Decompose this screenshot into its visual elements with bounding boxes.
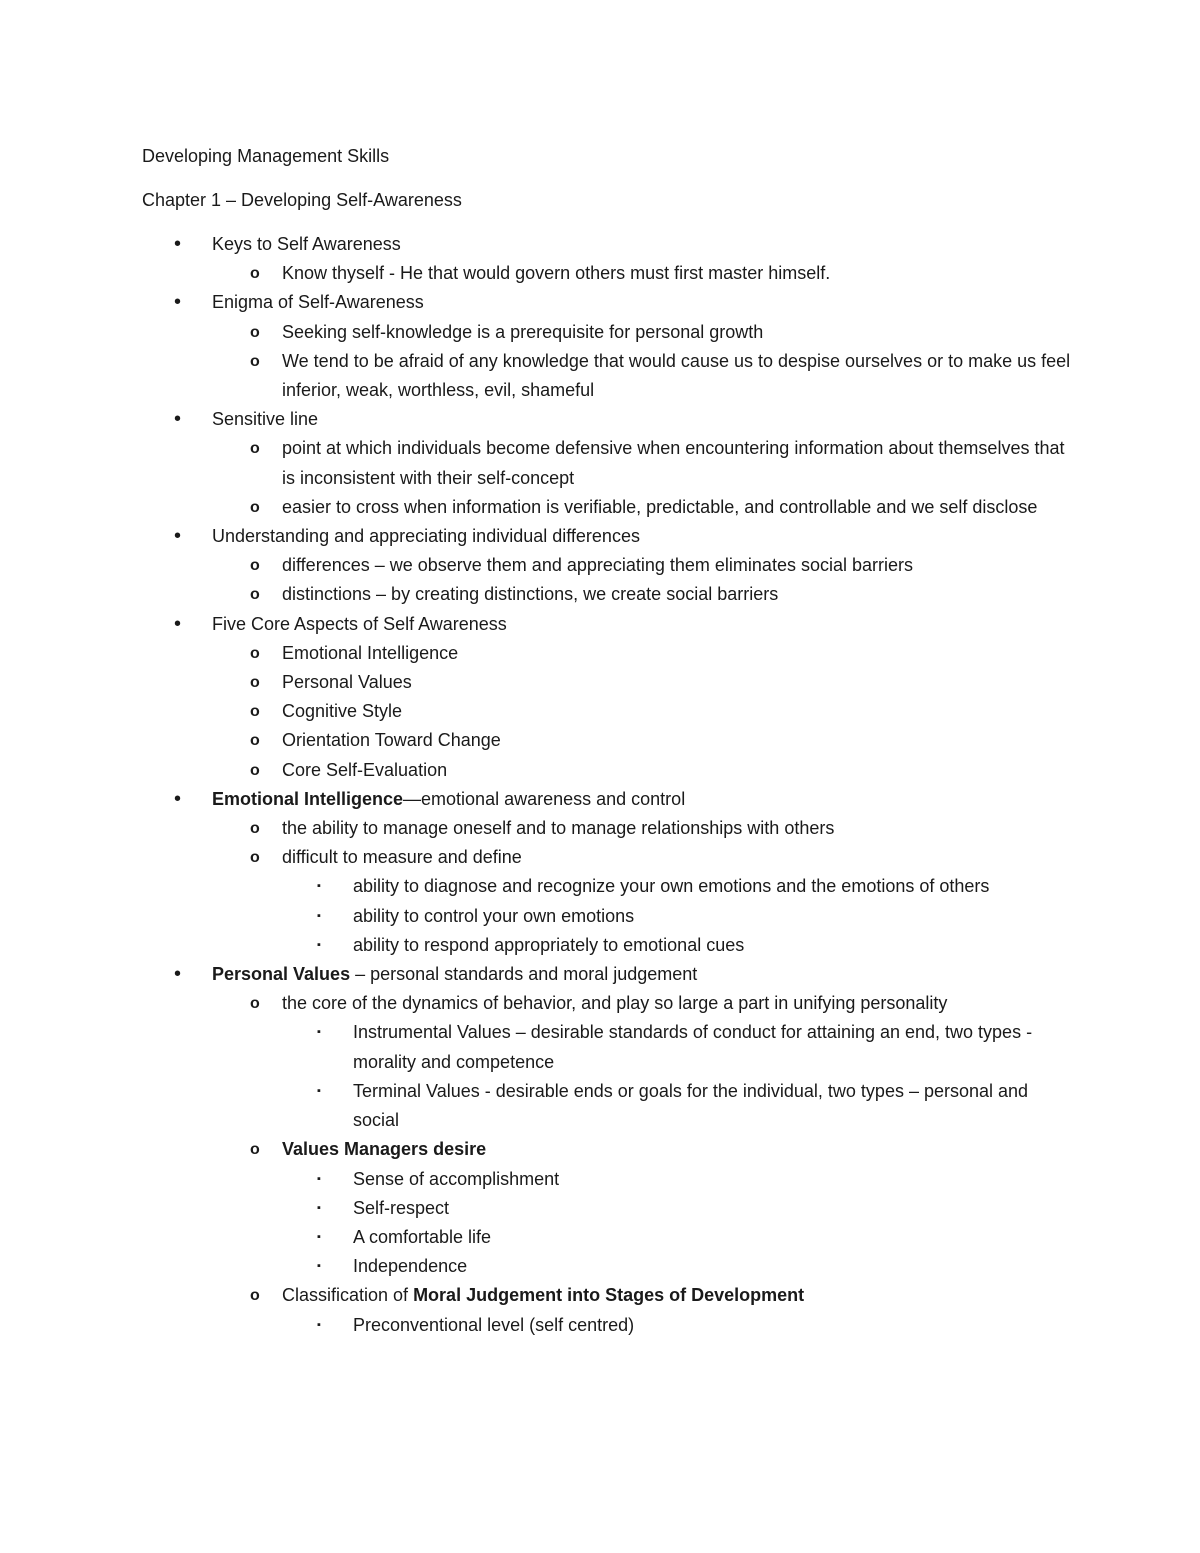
- outline-item-text: [212, 230, 1092, 259]
- outline-item-level-1: [0, 785, 1200, 814]
- text-run: —emotional awareness and control: [403, 788, 686, 809]
- outline-item-text: [353, 902, 1073, 931]
- outline-item-text: [282, 814, 1072, 843]
- circle-bullet-icon: o: [250, 440, 260, 458]
- text-run: Seeking self-knowledge is a prerequisite for personal growth: [282, 321, 764, 342]
- text-run: – personal standards and moral judgement: [350, 964, 698, 985]
- outline-item-text: [282, 551, 1072, 580]
- circle-bullet-icon: o: [250, 732, 260, 750]
- outline-list: [0, 230, 1200, 1340]
- circle-bullet-icon: o: [250, 352, 260, 370]
- outline-item-text: [353, 872, 1073, 901]
- outline-item-level-2: [0, 259, 1200, 288]
- text-run: We tend to be afraid of any knowledge that would cause us to despise ourselves or to make us feel inferior, weak, worthless, evil, shameful: [282, 350, 1071, 401]
- outline-item-text: [212, 785, 1092, 814]
- text-run: Five Core Aspects of Self Awareness: [212, 613, 507, 634]
- circle-bullet-icon: o: [250, 586, 260, 604]
- outline-item-text: [212, 405, 1092, 434]
- outline-item-level-3: [0, 1252, 1200, 1281]
- outline-item-text: [282, 639, 1072, 668]
- outline-item-text: [282, 668, 1072, 697]
- outline-item-level-1: [0, 610, 1200, 639]
- outline-item-text: [212, 960, 1092, 989]
- outline-item-text: [353, 1252, 1073, 1281]
- outline-item-text: [282, 493, 1072, 522]
- outline-item-text: [282, 318, 1072, 347]
- bullet-icon: •: [174, 612, 182, 635]
- text-run: difficult to measure and define: [282, 847, 522, 868]
- square-bullet-icon: ▪: [317, 1172, 321, 1185]
- outline-item-level-2: [0, 668, 1200, 697]
- outline-item-text: [282, 989, 1072, 1018]
- bullet-icon: •: [174, 233, 182, 255]
- outline-item-text: [282, 756, 1072, 785]
- outline-item-text: [282, 843, 1072, 872]
- outline-item-level-1: [0, 960, 1200, 989]
- bold-text-run: Values Managers desire: [282, 1139, 487, 1160]
- outline-item-text: [353, 1194, 1073, 1223]
- text-run: Self-respect: [353, 1197, 450, 1218]
- text-run: Orientation Toward Change: [282, 730, 501, 751]
- text-run: Emotional Intelligence: [282, 642, 459, 663]
- text-run: the core of the dynamics of behavior, and play so large a part in unifying personality: [282, 993, 948, 1014]
- outline-item-text: [212, 522, 1092, 551]
- outline-item-level-1: [0, 230, 1200, 259]
- text-run: ability to diagnose and recognize your own emotions and the emotions of others: [353, 876, 990, 897]
- outline-item-level-2: [0, 347, 1200, 405]
- outline-item-level-2: [0, 814, 1200, 843]
- outline-item-text: [212, 610, 1092, 639]
- outline-item-level-3: [0, 1165, 1200, 1194]
- circle-bullet-icon: o: [250, 323, 260, 341]
- circle-bullet-icon: o: [250, 265, 260, 283]
- circle-bullet-icon: o: [250, 557, 260, 575]
- outline-item-level-2: [0, 756, 1200, 785]
- text-run: distinctions – by creating distinctions, we create social barriers: [282, 584, 779, 605]
- bold-text-run: Emotional Intelligence: [212, 788, 404, 809]
- text-run: point at which individuals become defensive when encountering information about themselves that is inconsistent with their self-concept: [282, 438, 1065, 488]
- outline-item-level-2: [0, 551, 1200, 580]
- square-bullet-icon: ▪: [317, 1230, 321, 1243]
- text-run: differences – we observe them and appreciating them eliminates social barriers: [282, 555, 913, 576]
- outline-item-text: [282, 434, 1072, 492]
- outline-item-level-2: [0, 697, 1200, 726]
- bullet-icon: •: [174, 408, 182, 431]
- outline-item-level-2: [0, 989, 1200, 1018]
- outline-item-text: [282, 259, 1072, 288]
- text-run: Understanding and appreciating individual differences: [212, 526, 640, 547]
- outline-item-level-2: [0, 1281, 1200, 1310]
- circle-bullet-icon: o: [250, 995, 260, 1013]
- outline-item-level-2: [0, 580, 1200, 609]
- text-run: Classification of: [282, 1285, 414, 1306]
- square-bullet-icon: ▪: [317, 1026, 321, 1039]
- text-run: Preconventional level (self centred): [353, 1314, 635, 1335]
- circle-bullet-icon: o: [250, 849, 260, 867]
- outline-item-level-3: [0, 931, 1200, 960]
- circle-bullet-icon: o: [250, 761, 260, 779]
- square-bullet-icon: ▪: [317, 1318, 321, 1331]
- text-run: Enigma of Self-Awareness: [212, 292, 424, 313]
- circle-bullet-icon: o: [250, 498, 260, 516]
- text-run: Keys to Self Awareness: [212, 234, 401, 254]
- outline-item-level-3: [0, 1077, 1200, 1135]
- text-run: ability to respond appropriately to emotional cues: [353, 934, 745, 955]
- text-run: Sensitive line: [212, 409, 319, 430]
- text-run: ability to control your own emotions: [353, 905, 635, 926]
- text-run: Sense of accomplishment: [353, 1168, 560, 1189]
- outline-item-text: [282, 1135, 1072, 1164]
- bullet-icon: •: [174, 291, 182, 314]
- chapter-heading: Chapter 1 – Developing Self-Awareness: [142, 190, 462, 210]
- outline-item-level-1: [0, 405, 1200, 434]
- circle-bullet-icon: o: [250, 644, 260, 662]
- outline-item-level-2: [0, 1135, 1200, 1164]
- square-bullet-icon: ▪: [317, 1260, 321, 1273]
- outline-item-level-3: [0, 1311, 1200, 1340]
- outline-item-level-3: [0, 872, 1200, 901]
- outline-item-text: [353, 1223, 1073, 1252]
- outline-item-text: [353, 931, 1073, 960]
- bold-text-run: Moral Judgement into Stages of Development: [413, 1285, 805, 1306]
- bullet-icon: •: [174, 787, 182, 810]
- text-run: Personal Values: [282, 672, 412, 693]
- text-run: A comfortable life: [353, 1226, 492, 1247]
- outline-item-level-2: [0, 843, 1200, 872]
- outline-item-level-2: [0, 493, 1200, 522]
- outline-item-level-3: [0, 1223, 1200, 1252]
- outline-item-level-3: [0, 1018, 1200, 1076]
- text-run: Know thyself - He that would govern others must first master himself.: [282, 263, 831, 284]
- outline-item-text: [282, 347, 1072, 405]
- square-bullet-icon: ▪: [317, 1084, 321, 1097]
- outline-item-text: [282, 580, 1072, 609]
- outline-item-text: [282, 1281, 1072, 1310]
- bullet-icon: •: [174, 963, 182, 986]
- outline-item-text: [282, 697, 1072, 726]
- outline-item-level-2: [0, 639, 1200, 668]
- outline-item-text: [353, 1311, 1073, 1340]
- circle-bullet-icon: o: [250, 820, 260, 838]
- outline-item-text: [282, 726, 1072, 755]
- outline-item-level-3: [0, 1194, 1200, 1223]
- bold-text-run: Personal Values: [212, 964, 351, 985]
- square-bullet-icon: ▪: [317, 909, 321, 922]
- outline-item-text: [353, 1077, 1073, 1135]
- text-run: Independence: [353, 1256, 468, 1277]
- text-run: Terminal Values - desirable ends or goals for the individual, two types – personal and social: [353, 1080, 1029, 1131]
- outline-item-level-1: [0, 288, 1200, 317]
- text-run: easier to cross when information is verifiable, predictable, and controllable and we self disclose: [282, 496, 1038, 517]
- outline-item-text: [353, 1165, 1073, 1194]
- document-title: Developing Management Skills: [142, 146, 390, 166]
- outline-item-level-2: [0, 726, 1200, 755]
- outline-item-level-2: [0, 318, 1200, 347]
- square-bullet-icon: ▪: [317, 880, 321, 893]
- circle-bullet-icon: o: [250, 703, 260, 721]
- text-run: the ability to manage oneself and to manage relationships with others: [282, 818, 835, 839]
- outline-item-level-2: [0, 434, 1200, 492]
- circle-bullet-icon: o: [250, 1141, 260, 1159]
- outline-item-level-1: [0, 522, 1200, 551]
- outline-item-text: [353, 1018, 1073, 1076]
- text-run: Core Self-Evaluation: [282, 759, 448, 780]
- outline-item-text: [212, 288, 1092, 317]
- circle-bullet-icon: o: [250, 674, 260, 692]
- text-run: Instrumental Values – desirable standards of conduct for attaining an end, two types - morality and competence: [353, 1022, 1033, 1072]
- text-run: Cognitive Style: [282, 701, 403, 722]
- square-bullet-icon: ▪: [317, 938, 321, 951]
- bullet-icon: •: [174, 525, 182, 548]
- square-bullet-icon: ▪: [317, 1201, 321, 1214]
- circle-bullet-icon: o: [250, 1287, 260, 1305]
- outline-item-level-3: [0, 902, 1200, 931]
